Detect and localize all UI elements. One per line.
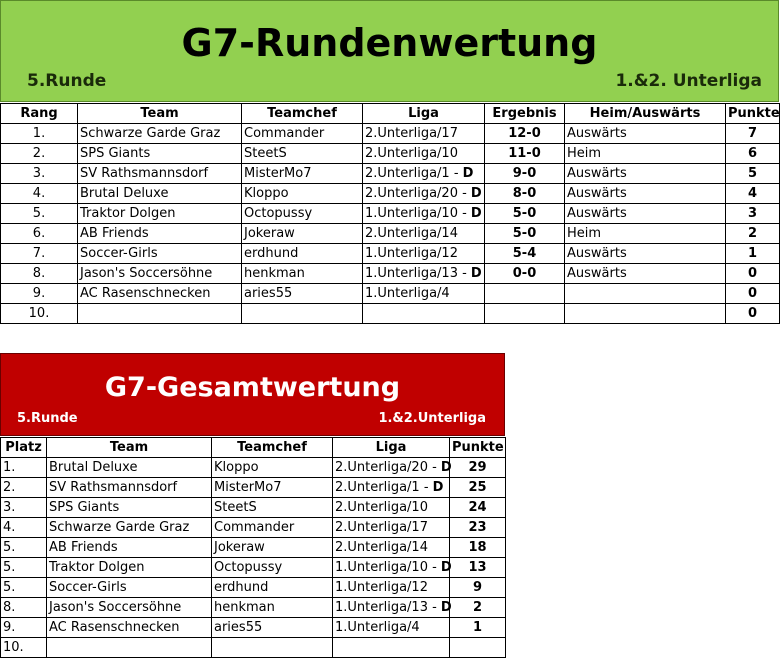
points-cell: 24 [450, 498, 506, 518]
team-cell: Soccer-Girls [78, 244, 242, 264]
chef-cell: erdhund [212, 578, 333, 598]
chef-cell: Jokeraw [212, 538, 333, 558]
chef-cell: Kloppo [212, 458, 333, 478]
col-header-liga: Liga [333, 438, 450, 458]
col-header-points: Punkte [726, 104, 780, 124]
rank-cell: 3. [1, 164, 78, 184]
liga-division-flag: D [440, 600, 452, 615]
points-cell: 7 [726, 124, 780, 144]
liga-cell [363, 204, 485, 224]
team-cell: Schwarze Garde Graz [78, 124, 242, 144]
result-cell: 9-0 [485, 164, 565, 184]
points-cell: 6 [726, 144, 780, 164]
venue-cell: Heim [565, 144, 726, 164]
table-row [1, 164, 780, 184]
result-cell: 12-0 [485, 124, 565, 144]
venue-cell: Auswärts [565, 124, 726, 144]
table-row [1, 124, 780, 144]
table-row [1, 618, 506, 638]
liga-cell [363, 284, 485, 304]
team-cell: SPS Giants [47, 498, 212, 518]
liga-cell [363, 144, 485, 164]
liga-division-flag: D [462, 166, 474, 181]
col-header-rank: Rang [1, 104, 78, 124]
result-cell: 5-4 [485, 244, 565, 264]
team-cell: Brutal Deluxe [47, 458, 212, 478]
rank-cell: 10. [1, 304, 78, 324]
place-cell: 1. [1, 458, 47, 478]
team-cell: Jason's Soccersöhne [78, 264, 242, 284]
table-row [1, 538, 506, 558]
liga-text: 1.Unterliga/13 - [365, 266, 471, 281]
team-cell: AB Friends [78, 224, 242, 244]
result-cell: 5-0 [485, 224, 565, 244]
team-cell: SPS Giants [78, 144, 242, 164]
points-cell: 2 [450, 598, 506, 618]
chef-cell: Commander [212, 518, 333, 538]
total-round-label: 5.Runde [17, 411, 78, 426]
team-cell: AB Friends [47, 538, 212, 558]
venue-cell [565, 304, 726, 324]
points-cell: 2 [726, 224, 780, 244]
round-table-header [1, 104, 780, 124]
liga-text: 1.Unterliga/12 [335, 580, 428, 595]
liga-cell [333, 478, 450, 498]
chef-cell: SteetS [242, 144, 363, 164]
place-cell: 4. [1, 518, 47, 538]
col-header-team: Team [47, 438, 212, 458]
result-cell [485, 284, 565, 304]
venue-cell: Auswärts [565, 184, 726, 204]
liga-division-flag: D [470, 266, 482, 281]
venue-cell: Auswärts [565, 164, 726, 184]
place-cell: 5. [1, 578, 47, 598]
table-row [1, 184, 780, 204]
liga-cell [333, 558, 450, 578]
venue-cell: Auswärts [565, 204, 726, 224]
liga-text: 2.Unterliga/10 [335, 500, 428, 515]
chef-cell: aries55 [212, 618, 333, 638]
liga-text: 2.Unterliga/10 [365, 146, 458, 161]
col-header-team: Team [78, 104, 242, 124]
liga-text: 2.Unterliga/17 [335, 520, 428, 535]
result-cell: 11-0 [485, 144, 565, 164]
team-cell: AC Rasenschnecken [78, 284, 242, 304]
chef-cell: erdhund [242, 244, 363, 264]
table-row [1, 304, 780, 324]
liga-cell [333, 498, 450, 518]
place-cell: 8. [1, 598, 47, 618]
liga-cell [333, 538, 450, 558]
liga-text: 2.Unterliga/17 [365, 126, 458, 141]
col-header-chef: Teamchef [212, 438, 333, 458]
team-cell: SV Rathsmannsdorf [47, 478, 212, 498]
team-cell: Schwarze Garde Graz [47, 518, 212, 538]
team-cell: Traktor Dolgen [78, 204, 242, 224]
chef-cell: henkman [212, 598, 333, 618]
points-cell: 18 [450, 538, 506, 558]
round-title: G7-Rundenwertung [181, 21, 598, 65]
venue-cell: Heim [565, 224, 726, 244]
liga-text: 2.Unterliga/1 - [365, 166, 463, 181]
table-row [1, 598, 506, 618]
venue-cell [565, 284, 726, 304]
liga-cell [333, 618, 450, 638]
liga-text: 1.Unterliga/13 - [335, 600, 441, 615]
table-row [1, 558, 506, 578]
points-cell [450, 638, 506, 658]
points-cell: 23 [450, 518, 506, 538]
rank-cell: 8. [1, 264, 78, 284]
chef-cell: Commander [242, 124, 363, 144]
col-header-liga: Liga [363, 104, 485, 124]
table-row [1, 638, 506, 658]
points-cell: 5 [726, 164, 780, 184]
liga-cell [363, 164, 485, 184]
rank-cell: 2. [1, 144, 78, 164]
result-cell: 0-0 [485, 264, 565, 284]
result-cell: 5-0 [485, 204, 565, 224]
liga-division-flag: D [470, 186, 482, 201]
team-cell: Brutal Deluxe [78, 184, 242, 204]
result-cell [485, 304, 565, 324]
points-cell: 1 [726, 244, 780, 264]
col-header-chef: Teamchef [242, 104, 363, 124]
table-row [1, 204, 780, 224]
points-cell: 4 [726, 184, 780, 204]
liga-cell [333, 598, 450, 618]
round-league-label: 1.&2. Unterliga [615, 71, 762, 91]
liga-text: 2.Unterliga/1 - [335, 480, 433, 495]
chef-cell: Jokeraw [242, 224, 363, 244]
points-cell: 13 [450, 558, 506, 578]
table-row [1, 478, 506, 498]
liga-cell [363, 224, 485, 244]
chef-cell: MisterMo7 [242, 164, 363, 184]
table-row [1, 224, 780, 244]
chef-cell: Kloppo [242, 184, 363, 204]
chef-cell [242, 304, 363, 324]
liga-division-flag: D [432, 480, 444, 495]
team-cell: Soccer-Girls [47, 578, 212, 598]
col-header-place: Platz [1, 438, 47, 458]
liga-cell [333, 458, 450, 478]
round-header-banner [0, 0, 779, 102]
table-row [1, 518, 506, 538]
chef-cell: henkman [242, 264, 363, 284]
chef-cell: aries55 [242, 284, 363, 304]
total-title: G7-Gesamtwertung [104, 372, 401, 403]
points-cell: 0 [726, 304, 780, 324]
liga-cell [363, 264, 485, 284]
points-cell: 0 [726, 264, 780, 284]
total-table [0, 437, 506, 658]
rank-cell: 9. [1, 284, 78, 304]
liga-division-flag: D [440, 460, 452, 475]
chef-cell [212, 638, 333, 658]
total-header-banner [0, 353, 505, 436]
points-cell: 9 [450, 578, 506, 598]
chef-cell: Octopussy [242, 204, 363, 224]
team-cell [47, 638, 212, 658]
liga-text: 1.Unterliga/12 [365, 246, 458, 261]
place-cell: 9. [1, 618, 47, 638]
liga-cell [333, 638, 450, 658]
col-header-result: Ergebnis [485, 104, 565, 124]
venue-cell: Auswärts [565, 244, 726, 264]
liga-text: 1.Unterliga/10 - [365, 206, 471, 221]
venue-cell: Auswärts [565, 264, 726, 284]
chef-cell: Octopussy [212, 558, 333, 578]
points-cell: 0 [726, 284, 780, 304]
result-cell: 8-0 [485, 184, 565, 204]
table-row [1, 578, 506, 598]
liga-division-flag: D [470, 206, 482, 221]
table-row [1, 244, 780, 264]
rank-cell: 5. [1, 204, 78, 224]
liga-text: 2.Unterliga/20 - [365, 186, 471, 201]
liga-cell [363, 184, 485, 204]
team-cell: AC Rasenschnecken [47, 618, 212, 638]
table-row [1, 284, 780, 304]
liga-text: 2.Unterliga/14 [335, 540, 428, 555]
col-header-venue: Heim/Auswärts [565, 104, 726, 124]
place-cell: 5. [1, 558, 47, 578]
points-cell: 29 [450, 458, 506, 478]
points-cell: 25 [450, 478, 506, 498]
liga-cell [363, 124, 485, 144]
liga-text: 1.Unterliga/4 [335, 620, 420, 635]
round-label: 5.Runde [27, 71, 107, 91]
rank-cell: 7. [1, 244, 78, 264]
chef-cell: MisterMo7 [212, 478, 333, 498]
liga-text: 2.Unterliga/20 - [335, 460, 441, 475]
rank-cell: 4. [1, 184, 78, 204]
table-row [1, 144, 780, 164]
liga-cell [333, 578, 450, 598]
rank-cell: 6. [1, 224, 78, 244]
total-league-label: 1.&2.Unterliga [378, 411, 486, 426]
team-cell: SV Rathsmannsdorf [78, 164, 242, 184]
place-cell: 10. [1, 638, 47, 658]
rank-cell: 1. [1, 124, 78, 144]
points-cell: 3 [726, 204, 780, 224]
points-cell: 1 [450, 618, 506, 638]
team-cell: Traktor Dolgen [47, 558, 212, 578]
liga-cell [363, 304, 485, 324]
liga-text: 2.Unterliga/14 [365, 226, 458, 241]
team-cell [78, 304, 242, 324]
liga-cell [333, 518, 450, 538]
liga-text: 1.Unterliga/4 [365, 286, 450, 301]
table-row [1, 498, 506, 518]
place-cell: 5. [1, 538, 47, 558]
table-row [1, 458, 506, 478]
table-row [1, 264, 780, 284]
chef-cell: SteetS [212, 498, 333, 518]
liga-text: 1.Unterliga/10 - [335, 560, 441, 575]
place-cell: 2. [1, 478, 47, 498]
col-header-points: Punkte [450, 438, 506, 458]
total-table-header [1, 438, 506, 458]
round-table [0, 103, 780, 324]
team-cell: Jason's Soccersöhne [47, 598, 212, 618]
liga-division-flag: D [440, 560, 452, 575]
place-cell: 3. [1, 498, 47, 518]
liga-cell [363, 244, 485, 264]
